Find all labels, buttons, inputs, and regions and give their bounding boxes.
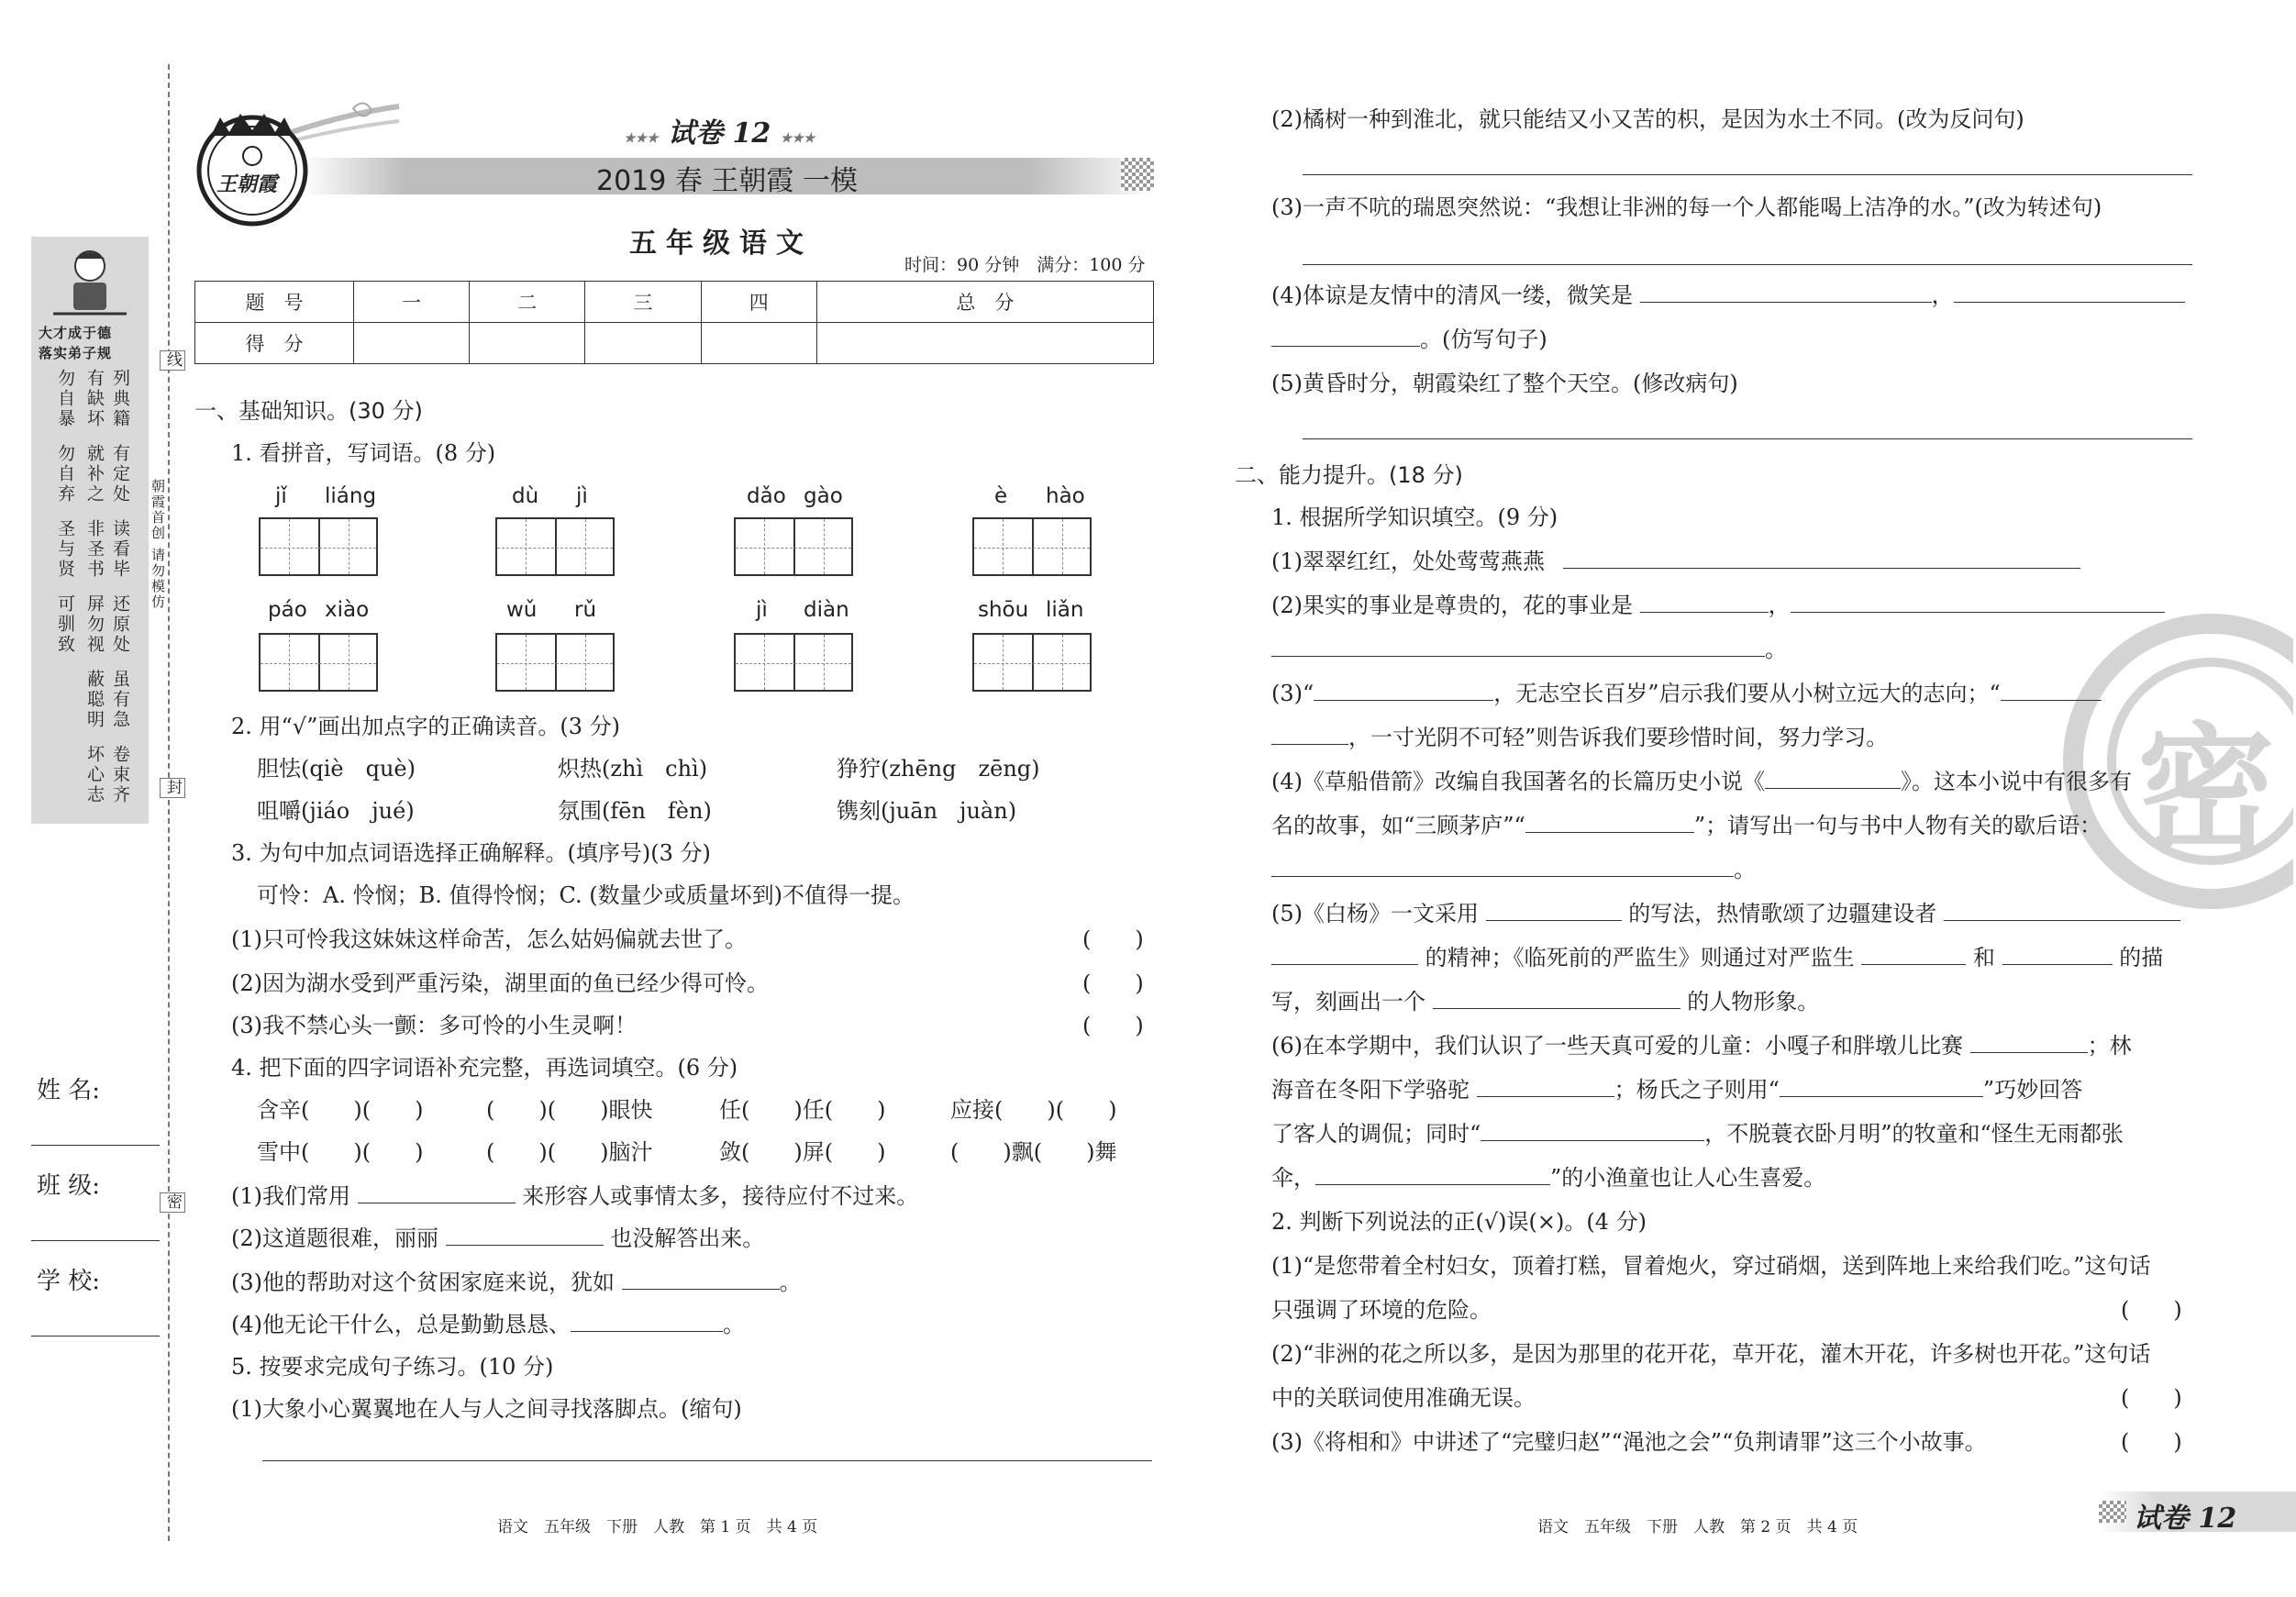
q5-4-text: 。(仿写句子)	[1420, 327, 1547, 352]
score-header: 总 分	[816, 282, 1153, 323]
pinyin: dù	[512, 484, 539, 508]
q6-text: 和	[1972, 945, 1995, 970]
q6-text: 》。这本小说中有很多有	[1901, 769, 2132, 794]
footer-tag: 试卷 12	[2134, 1503, 2237, 1535]
q6-text: ，一寸光阴不可轻”则告诉我们要珍惜时间，努力学习。	[1348, 725, 1889, 750]
exam-meta: 时间：90 分钟 满分：100 分	[904, 255, 1146, 275]
footer-right: 语文 五年级 下册 人教 第 2 页 共 4 页	[1537, 1518, 1858, 1536]
q2-item[interactable]: 氛围(fēn fèn)	[558, 798, 712, 824]
proverb: 勿自弃	[55, 444, 75, 505]
copyright-note: 朝霞首创 请勿模仿	[150, 479, 166, 610]
cartoon-emblem	[44, 246, 136, 319]
judge-2-cont: 中的关联词使用准确无误。	[1271, 1385, 1536, 1411]
q3-prompt: 3. 为句中加点词语选择正确解释。(填序号)(3 分)	[231, 840, 711, 866]
brand-line: 2019 春 王朝霞 一模	[596, 165, 858, 197]
idiom-blank[interactable]: 任( )任( )	[719, 1097, 886, 1123]
q7-prompt: 2. 判断下列说法的正(√)误(×)。(4 分)	[1271, 1209, 1647, 1235]
q4-prompt: 4. 把下面的四字词语补充完整，再选词填空。(6 分)	[231, 1055, 738, 1081]
answer-paren[interactable]: ( )	[2121, 1385, 2182, 1411]
score-cell[interactable]	[470, 323, 585, 364]
checker-pattern	[1121, 158, 1154, 191]
q6-text: 了客人的调侃；同时“	[1271, 1121, 1481, 1147]
fill-blank[interactable]	[1954, 283, 2185, 303]
q3-item: (3)我不禁心头一颤：多可怜的小生灵啊！	[231, 1013, 637, 1038]
q5-item-1: (1)大象小心翼翼地在人与人之间寻找落脚点。(缩句)	[231, 1396, 742, 1422]
fill-blank[interactable]	[571, 1313, 723, 1332]
pinyin: liǎn	[1046, 598, 1084, 622]
q4-fill-text: 也没解答出来。	[610, 1225, 765, 1251]
q6-text: (6)在本学期中，我们认识了一些天真可爱的儿童：小嘎子和胖墩儿比赛	[1271, 1033, 1963, 1059]
q4-fill-text: (4)他无论干什么，总是勤勤恳恳、	[231, 1312, 571, 1337]
score-table	[194, 281, 1154, 364]
q6-prompt: 1. 根据所学知识填空。(9 分)	[1271, 505, 1558, 530]
pinyin: gào	[804, 484, 843, 508]
idiom-blank[interactable]: ( )( )眼快	[486, 1097, 653, 1123]
idiom-blank[interactable]: 含辛( )( )	[257, 1097, 424, 1123]
bind-mark-feng: 封	[160, 778, 185, 798]
q6-text: ，不脱蓑衣卧月明”的牧童和“怪生无雨都张	[1704, 1121, 2124, 1147]
section-2-heading: 二、能力提升。(18 分)	[1235, 462, 1463, 488]
fill-blank[interactable]	[1563, 549, 2080, 569]
fill-blank[interactable]	[1970, 1034, 2088, 1053]
stars-right: ★★★	[780, 131, 815, 146]
q6-text: (2)果实的事业是尊贵的，花的事业是	[1271, 593, 1633, 618]
proverb: 就补之	[84, 444, 105, 505]
q4-fill-text: 。	[723, 1312, 745, 1337]
q6-text: ；林	[2087, 1033, 2132, 1059]
q6-text: 的写法，热情歌颂了边疆建设者	[1628, 901, 1937, 926]
answer-line[interactable]	[262, 1460, 1152, 1461]
fill-blank[interactable]	[1791, 593, 2165, 613]
q6-text: 的精神；《临死前的严监生》则通过对严监生	[1425, 945, 1855, 970]
character-grid[interactable]	[495, 517, 615, 576]
name-label: 姓 名:	[37, 1077, 101, 1104]
answer-paren[interactable]: ( )	[2121, 1429, 2182, 1455]
fill-blank[interactable]	[1481, 1122, 1704, 1141]
period: 。	[1765, 637, 1787, 662]
fill-blank[interactable]	[1525, 814, 1694, 833]
q6-text: 的人物形象。	[1687, 989, 1820, 1015]
brand-logo-text: 王朝霞	[216, 172, 278, 196]
period: 。	[1734, 857, 1756, 882]
answer-paren[interactable]: ( )	[1082, 1013, 1144, 1038]
q6-line-3-cont	[1271, 723, 1888, 752]
q5-prompt: 5. 按要求完成句子练习。(10 分)	[231, 1354, 554, 1380]
answer-line[interactable]	[1303, 264, 2192, 265]
q6-line-5	[1271, 899, 2180, 928]
motto-top: 大才成于德	[39, 325, 113, 341]
proverb: 读看毕	[110, 519, 130, 580]
answer-paren[interactable]: ( )	[2121, 1297, 2182, 1323]
judge-3: (3)《将相和》中讲述了“完璧归赵”“渑池之会”“负荆请罪”这三个小故事。	[1271, 1429, 1987, 1455]
answer-line[interactable]	[1303, 438, 2192, 439]
q6-line-2	[1271, 591, 2165, 620]
q1-prompt: 1. 看拼音，写词语。(8 分)	[231, 440, 496, 466]
fill-blank[interactable]	[1314, 682, 1493, 701]
bind-mark-mi: 密	[160, 1192, 185, 1213]
proverb: 屏勿视	[84, 594, 105, 655]
pinyin: wǔ	[506, 598, 538, 622]
score-header: 一	[354, 282, 470, 323]
pinyin: jì	[576, 484, 588, 508]
pinyin: è	[994, 484, 1008, 508]
pinyin: dǎo	[747, 484, 786, 508]
q6-line-6	[1271, 1031, 2132, 1060]
q6-text: (3)“	[1271, 681, 1314, 706]
q6-text: (5)《白杨》一文采用	[1271, 901, 1479, 926]
fill-blank[interactable]	[1640, 283, 1932, 303]
q2-item[interactable]: 咀嚼(jiáo jué)	[257, 798, 415, 824]
idiom-blank[interactable]: 雪中( )( )	[257, 1139, 424, 1165]
proverb: 勿自暴	[55, 369, 75, 429]
q6-text: 的描	[2119, 945, 2164, 970]
proverb: 还原处	[110, 594, 130, 655]
fill-blank[interactable]	[358, 1184, 516, 1203]
fill-blank[interactable]	[1271, 327, 1420, 347]
q6-text: ”巧妙回答	[1982, 1077, 2083, 1103]
q4-fill-text: 来形容人或事情太多，接待应付不过来。	[522, 1183, 919, 1209]
q6-line-1	[1271, 547, 2080, 576]
proverb: 列典籍	[110, 369, 130, 429]
pinyin: rǔ	[574, 598, 597, 622]
fill-blank[interactable]	[1271, 726, 1348, 745]
score-cell[interactable]	[354, 323, 470, 364]
q6-text: 名的故事，如“三顾茅庐”“	[1271, 813, 1525, 838]
score-cell[interactable]	[701, 323, 816, 364]
q6-line-6-more	[1271, 1119, 2124, 1148]
pinyin: diàn	[804, 598, 849, 622]
q6-line-5-cont	[1271, 943, 2163, 972]
fill-blank[interactable]	[1271, 858, 1734, 877]
score-header: 四	[701, 282, 816, 323]
q6-text: ”的小渔童也让人心生喜爱。	[1550, 1165, 1826, 1191]
fill-blank[interactable]	[1765, 770, 1901, 789]
q4-fill-1	[231, 1181, 918, 1211]
fill-blank[interactable]	[1861, 946, 1966, 965]
score-cell[interactable]	[585, 323, 701, 364]
q5-item-2: (2)橘树一种到淮北，就只能结又小又苦的枳，是因为水土不同。(改为反问句)	[1271, 106, 2024, 132]
motto-bottom: 落实弟子规	[39, 345, 113, 361]
character-grid[interactable]	[259, 633, 378, 692]
q6-line-6-cont	[1271, 1075, 2082, 1104]
proverb: 有缺坏	[84, 369, 105, 429]
class-label: 班 级:	[37, 1172, 101, 1200]
q4-fill-2	[231, 1224, 764, 1253]
q6-text: 伞，	[1271, 1165, 1315, 1191]
q6-text: (1)翠翠红红，处处莺莺燕燕	[1271, 549, 1545, 574]
binding-dashed-line	[168, 64, 170, 1541]
fill-blank[interactable]	[1433, 990, 1680, 1009]
pinyin: shōu	[978, 598, 1029, 622]
q6-line-3	[1271, 679, 2102, 708]
section-1-heading: 一、基础知识。(30 分)	[194, 398, 423, 424]
q3-item: (1)只可怜我这妹妹这样命苦，怎么姑妈偏就去世了。	[231, 926, 747, 952]
fill-blank[interactable]	[1477, 1078, 1614, 1097]
character-grid[interactable]	[259, 517, 378, 576]
q4-fill-text: 。	[779, 1270, 802, 1295]
q4-fill-text: (1)我们常用	[231, 1183, 350, 1209]
q2-item[interactable]: 狰狞(zhēng zēng)	[837, 756, 1040, 782]
q4-fill-text: (2)这道题很难，丽丽	[231, 1225, 438, 1251]
judge-1: (1)“是您带着全村妇女，顶着打糕，冒着炮火，穿过硝烟，送到阵地上来给我们吃。”这句话	[1271, 1253, 2151, 1279]
q6-text: 写，刻画出一个	[1271, 989, 1425, 1015]
q6-line-4-cont	[1271, 811, 2102, 840]
fill-blank[interactable]	[1944, 902, 2180, 921]
q6-text: ；杨氏之子则用“	[1614, 1077, 1780, 1103]
q5-item-4-cont	[1271, 325, 1547, 354]
score-header: 题 号	[195, 282, 354, 323]
q6-line-2-cont	[1271, 635, 1787, 664]
fill-blank[interactable]	[1271, 638, 1765, 657]
pinyin: jǐ	[275, 484, 287, 508]
bind-mark-xian: 线	[160, 350, 185, 371]
fill-blank[interactable]	[1640, 593, 1769, 613]
q6-text: ”；请写出一句与书中人物有关的歇后语：	[1693, 813, 2102, 838]
score-header: 三	[585, 282, 701, 323]
q6-line-6-end	[1271, 1163, 1825, 1192]
fill-blank[interactable]	[446, 1226, 604, 1246]
answer-paren[interactable]: ( )	[1082, 926, 1144, 952]
proverb: 蔽聪明	[84, 670, 105, 730]
judge-1-cont: 只强调了环境的危险。	[1271, 1297, 1492, 1323]
class-field[interactable]	[31, 1240, 160, 1241]
proverb: 虽有急	[110, 670, 130, 730]
comma: ，	[1931, 283, 1954, 308]
q5-4-text: (4)体谅是友情中的清风一缕，微笑是	[1271, 283, 1633, 308]
paper-label	[624, 110, 815, 150]
proverb: 有定处	[110, 444, 130, 505]
q6-line-4	[1271, 767, 2132, 796]
q4-fill-4	[231, 1310, 745, 1339]
paper-title: 试卷 12	[668, 117, 771, 150]
pinyin: liáng	[325, 484, 377, 508]
school-label: 学 校:	[37, 1268, 101, 1295]
character-grid[interactable]	[734, 633, 853, 692]
q6-line-4-end	[1271, 855, 1756, 884]
fill-blank[interactable]	[1271, 946, 1418, 965]
q2-item[interactable]: 镌刻(juān juàn)	[837, 798, 1017, 824]
q6-text: ，无志空长百岁”启示我们要从小树立远大的志向；“	[1493, 681, 2001, 706]
proverb: 卷束齐	[110, 745, 130, 805]
judge-2: (2)“非洲的花之所以多，是因为那里的花开花，草开花，灌木开花，许多树也开花。”这句话	[1271, 1341, 2151, 1367]
q4-fill-3	[231, 1268, 802, 1297]
idiom-blank[interactable]: 敛( )屏( )	[719, 1139, 886, 1165]
answer-paren[interactable]: ( )	[1082, 970, 1144, 996]
fill-blank[interactable]	[1780, 1078, 1983, 1097]
footer-checker	[2099, 1501, 2126, 1523]
idiom-blank[interactable]: ( )飘( )舞	[950, 1139, 1117, 1165]
name-field[interactable]	[31, 1145, 160, 1146]
proverb: 可驯致	[55, 594, 75, 655]
fill-blank[interactable]	[1486, 902, 1622, 921]
q6-text: (4)《草船借箭》改编自我国著名的长篇历史小说《	[1271, 769, 1765, 794]
fill-blank[interactable]	[2001, 682, 2102, 701]
score-cell[interactable]	[816, 323, 1153, 364]
fill-blank[interactable]	[1315, 1166, 1550, 1185]
q6-line-5-end	[1271, 987, 1819, 1016]
q2-prompt: 2. 用“√”画出加点字的正确读音。(3 分)	[231, 714, 620, 739]
answer-line[interactable]	[1303, 174, 2192, 175]
proverb: 圣与贤	[55, 519, 75, 580]
proverb: 坏心志	[84, 745, 105, 805]
score-row-label: 得 分	[195, 323, 354, 364]
q2-item[interactable]: 炽热(zhì chì)	[558, 756, 708, 782]
q3-options: 可怜：A. 怜悯；B. 值得怜悯；C. (数量少或质量坏到)不值得一提。	[257, 882, 915, 908]
subject-title: 五年级语文	[629, 227, 813, 260]
pinyin: hào	[1046, 484, 1085, 508]
score-header: 二	[470, 282, 585, 323]
q5-item-5: (5)黄昏时分，朝霞染红了整个天空。(修改病句)	[1271, 371, 1738, 396]
fill-blank[interactable]	[622, 1270, 780, 1290]
footer-left: 语文 五年级 下册 人教 第 1 页 共 4 页	[497, 1518, 818, 1536]
idiom-blank[interactable]: 应接( )( )	[950, 1097, 1117, 1123]
q5-item-4	[1271, 281, 2185, 310]
q6-text: 海音在冬阳下学骆驼	[1271, 1077, 1470, 1103]
q5-item-3: (3)一声不吭的瑞恩突然说：“我想让非洲的每一个人都能喝上洁净的水。”(改为转述句)	[1271, 194, 2102, 220]
pinyin: jì	[756, 598, 768, 622]
idiom-blank[interactable]: ( )( )脑汁	[486, 1139, 653, 1165]
brand-logo	[193, 108, 312, 227]
q3-item: (2)因为湖水受到严重污染，湖里面的鱼已经少得可怜。	[231, 970, 769, 996]
stamp-text: 密	[2137, 709, 2276, 871]
pinyin: páo	[268, 598, 307, 622]
stars-left: ★★★	[624, 131, 659, 146]
comma: ，	[1768, 593, 1791, 618]
character-grid[interactable]	[734, 517, 853, 576]
q2-item[interactable]: 胆怯(qiè què)	[257, 756, 416, 782]
character-grid[interactable]	[972, 517, 1092, 576]
pinyin: xiào	[325, 598, 370, 622]
fill-blank[interactable]	[2002, 946, 2113, 965]
q4-fill-text: (3)他的帮助对这个贫困家庭来说，犹如	[231, 1270, 615, 1295]
proverb: 非圣书	[84, 519, 105, 580]
character-grid[interactable]	[972, 633, 1092, 692]
character-grid[interactable]	[495, 633, 615, 692]
